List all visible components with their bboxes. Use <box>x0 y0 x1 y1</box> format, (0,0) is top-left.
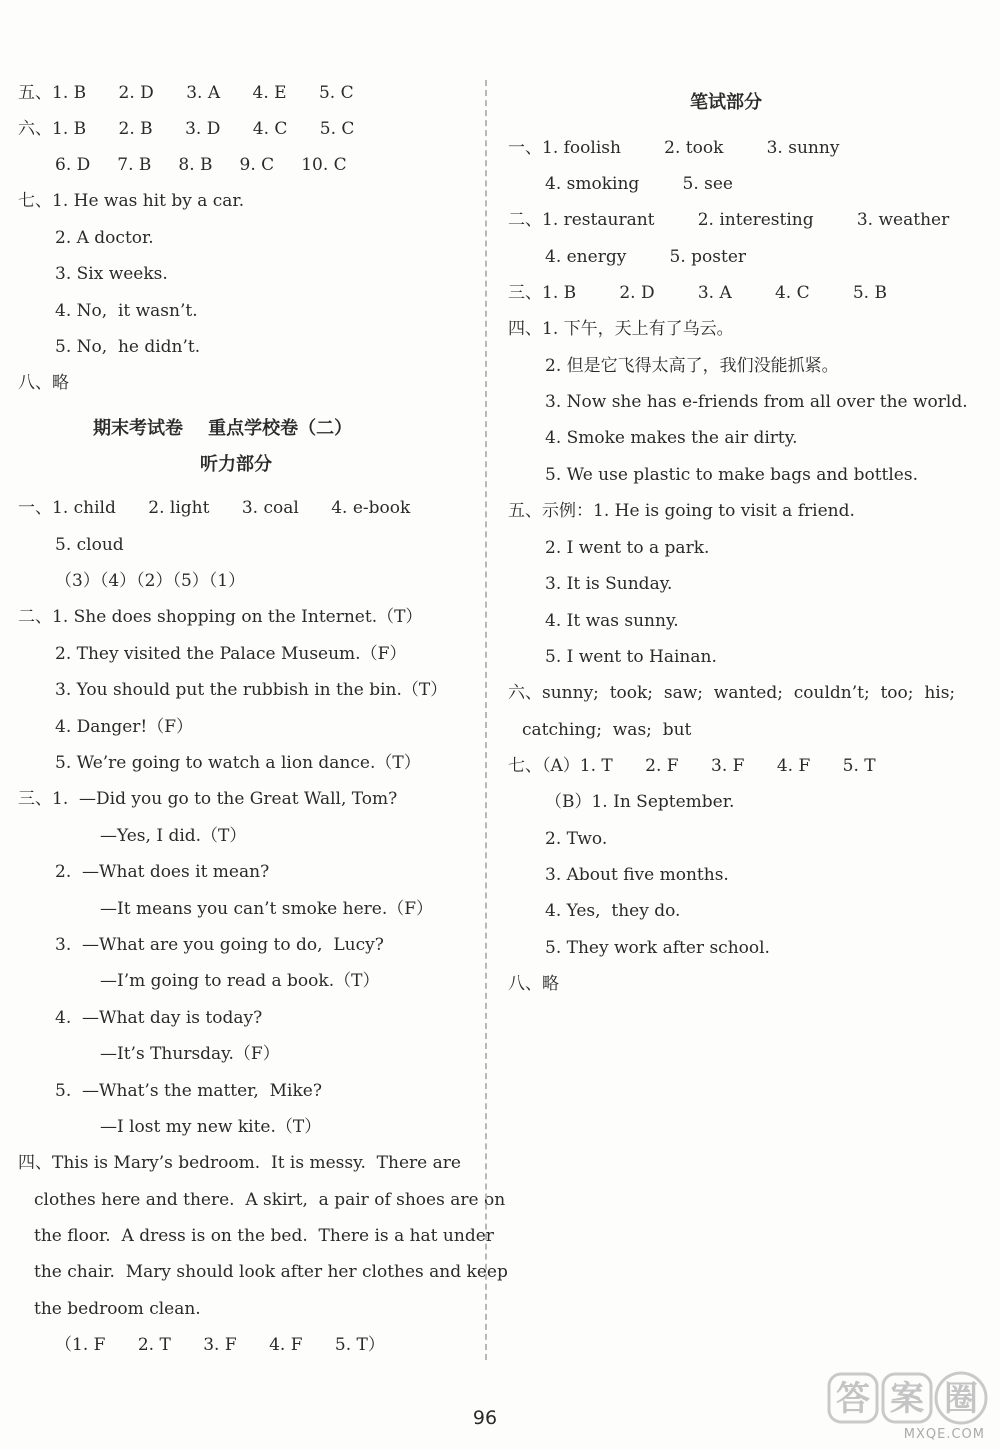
answer-line: 4. It was sunny. <box>545 611 679 631</box>
answer-line: 二、1. She does shopping on the Internet.（T） <box>18 607 423 627</box>
answer-line: the chair. Mary should look after her clothes and keep <box>34 1262 508 1282</box>
answer-line: clothes here and there. A skirt, a pair of shoes are on <box>34 1190 506 1210</box>
answer-line: 四、This is Mary’s bedroom. It is messy. There are <box>18 1153 461 1173</box>
answer-line: 3. —What are you going to do, Lucy? <box>55 935 384 955</box>
answer-line: 5. I went to Hainan. <box>545 647 717 667</box>
answer-line: 4. Danger!（F） <box>55 717 194 737</box>
answer-line: —I’m going to read a book.（T） <box>100 971 380 991</box>
answer-line: —It means you can’t smoke here.（F） <box>100 899 434 919</box>
answer-line: 2. 但是它飞得太高了，我们没能抓紧。 <box>545 356 839 376</box>
answer-line: 一、1. child 2. light 3. coal 4. e-book <box>18 498 411 518</box>
answer-line: 4. No, it wasn’t. <box>55 301 198 321</box>
answer-line: 4. Yes, they do. <box>545 901 681 921</box>
answer-line: 五、1. B 2. D 3. A 4. E 5. C <box>18 83 354 103</box>
answer-line: 2. I went to a park. <box>545 538 710 558</box>
answer-line: 5. —What’s the matter, Mike? <box>55 1081 322 1101</box>
answer-line: 3. It is Sunday. <box>545 574 673 594</box>
column-divider <box>485 80 487 1360</box>
answer-line: （1. F 2. T 3. F 4. F 5. T） <box>55 1335 385 1355</box>
answer-line: 2. Two. <box>545 829 608 849</box>
answer-line: 2. A doctor. <box>55 228 154 248</box>
answer-line: —Yes, I did.（T） <box>100 826 247 846</box>
answer-line: 五、示例：1. He is going to visit a friend. <box>508 501 855 521</box>
answer-line: 5. No, he didn’t. <box>55 337 201 357</box>
answer-line: 六、1. B 2. B 3. D 4. C 5. C <box>18 119 355 139</box>
answer-line: 八、略 <box>18 373 69 393</box>
answer-line: —I lost my new kite.（T） <box>100 1117 322 1137</box>
answer-line: 三、1. —Did you go to the Great Wall, Tom? <box>18 789 398 809</box>
watermark-char: 答 <box>836 1379 870 1419</box>
page-number: 96 <box>472 1407 498 1429</box>
answer-line: 5. We use plastic to make bags and bottles. <box>545 465 918 485</box>
watermark-char: 案 <box>890 1379 924 1419</box>
answer-line: 3. Six weeks. <box>55 264 168 284</box>
answer-line: 六、sunny; took; saw; wanted; couldn’t; too; his; <box>508 683 956 703</box>
answer-line: 5. We’re going to watch a lion dance.（T） <box>55 753 421 773</box>
answer-line: 4. energy 5. poster <box>545 247 747 267</box>
answer-line: 七、1. He was hit by a car. <box>18 191 245 211</box>
answer-line: 二、1. restaurant 2. interesting 3. weather <box>508 210 950 230</box>
section-heading: 期末考试卷 重点学校卷（二） <box>93 418 353 439</box>
answer-line: 4. Smoke makes the air dirty. <box>545 428 798 448</box>
answer-line: 八、略 <box>508 974 559 994</box>
answer-line: 2. They visited the Palace Museum.（F） <box>55 644 407 664</box>
section-heading: 听力部分 <box>200 454 272 475</box>
watermark-url: MXQE.COM <box>903 1427 985 1442</box>
answer-line: 3. Now she has e-friends from all over the world. <box>545 392 968 412</box>
section-heading: 笔试部分 <box>690 92 762 113</box>
answer-line: 5. They work after school. <box>545 938 770 958</box>
watermark-char: 圈 <box>944 1379 978 1419</box>
answer-line: —It’s Thursday.（F） <box>100 1044 280 1064</box>
answer-line: （3）（4）（2）（5）（1） <box>55 571 246 591</box>
answer-line: 三、1. B 2. D 3. A 4. C 5. B <box>508 283 887 303</box>
answer-line: the floor. A dress is on the bed. There is a hat under <box>34 1226 494 1246</box>
answer-line: 2. —What does it mean? <box>55 862 270 882</box>
answer-line: 5. cloud <box>55 535 124 555</box>
answer-line: 3. About five months. <box>545 865 729 885</box>
answer-line: the bedroom clean. <box>34 1299 201 1319</box>
answer-line: catching; was; but <box>522 720 692 740</box>
answer-line: 4. —What day is today? <box>55 1008 263 1028</box>
answer-line: 3. You should put the rubbish in the bin.（T） <box>55 680 448 700</box>
answer-line: 4. smoking 5. see <box>545 174 733 194</box>
answer-line: 七、（A）1. T 2. F 3. F 4. F 5. T <box>508 756 876 776</box>
answer-line: 四、1. 下午，天上有了乌云。 <box>508 319 734 339</box>
watermark-logo <box>825 1368 993 1446</box>
answer-line: 6. D 7. B 8. B 9. C 10. C <box>55 155 347 175</box>
answer-line: （B）1. In September. <box>545 792 735 812</box>
answer-line: 一、1. foolish 2. took 3. sunny <box>508 138 840 158</box>
watermark-logo-icon <box>825 1368 993 1430</box>
